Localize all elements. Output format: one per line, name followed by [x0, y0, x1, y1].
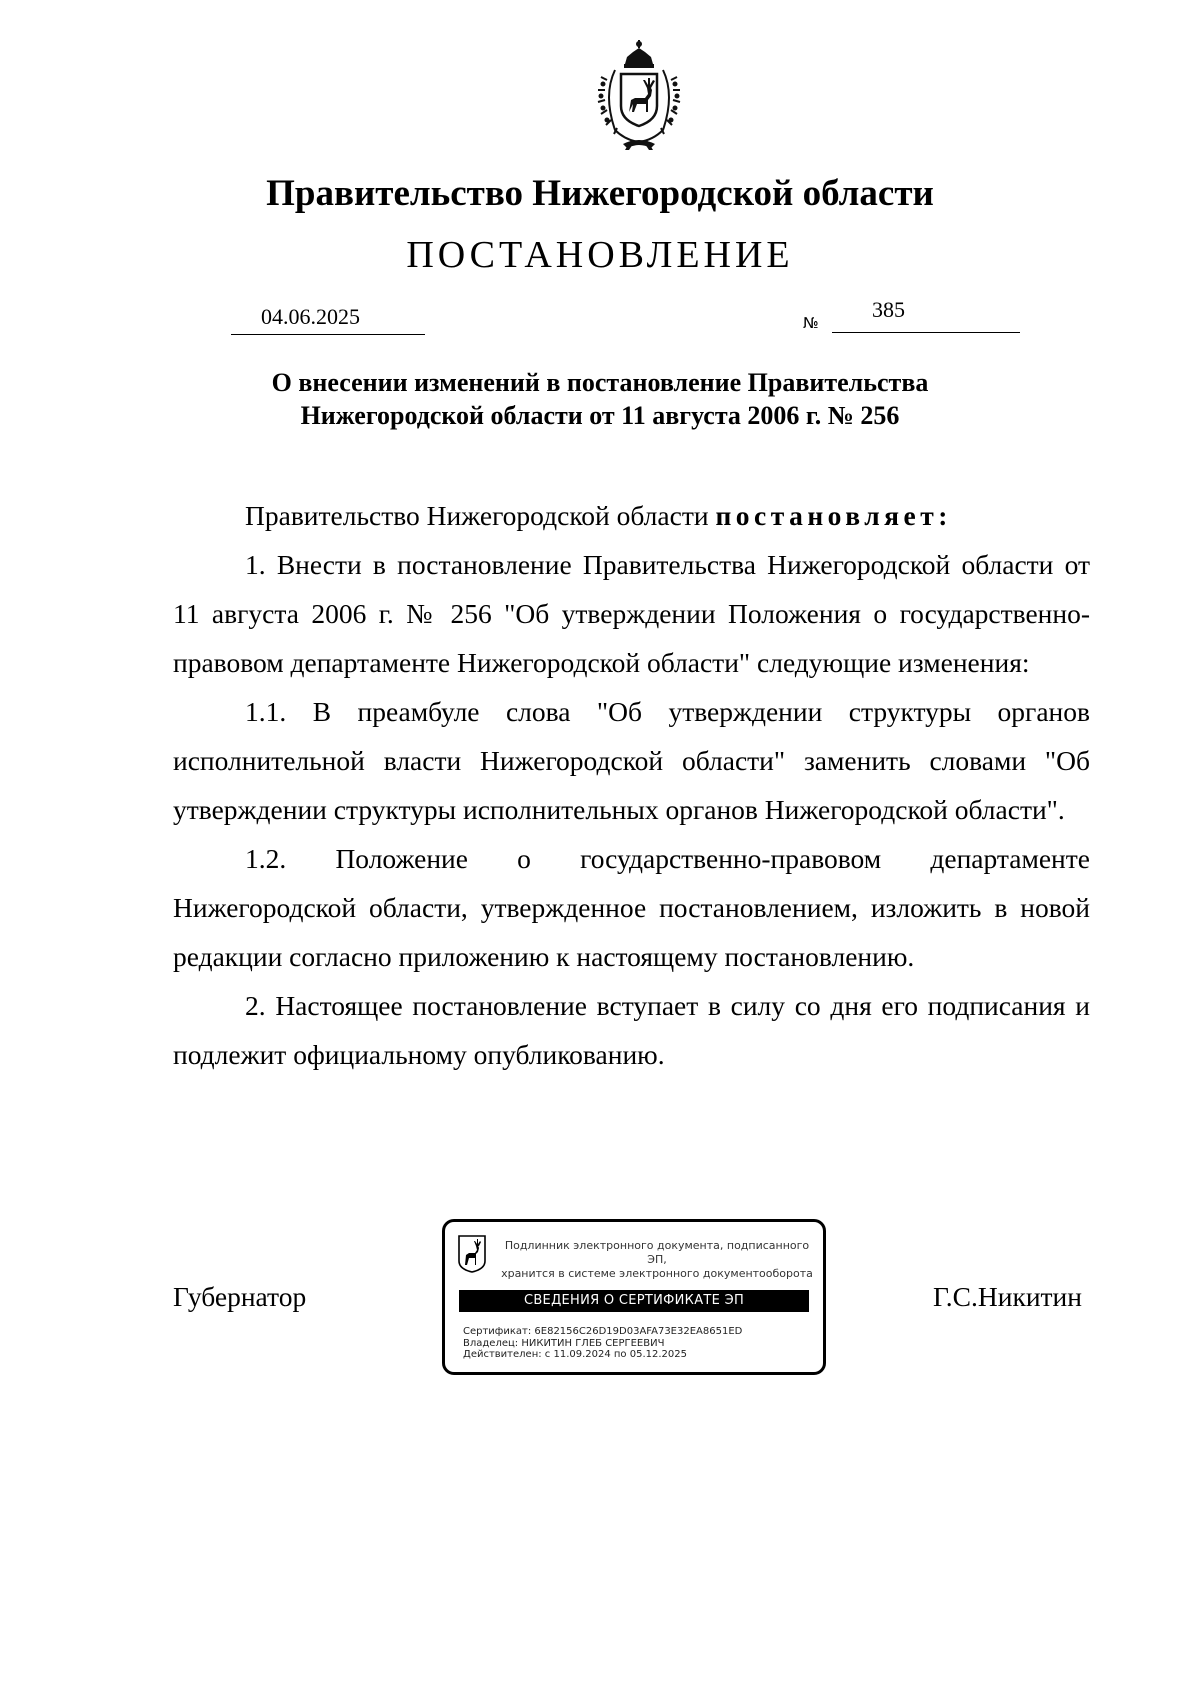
stamp-note-line-1: Подлинник электронного документа, подписанного ЭП, — [504, 1239, 810, 1266]
document-date: 04.06.2025 — [261, 304, 360, 329]
document-type: ПОСТАНОВЛЕНИЕ — [406, 234, 794, 276]
certificate-id: Сертификат: 6E82156C26D19D03AFA73E32EA8651ED — [463, 1326, 743, 1337]
stamp-header: СВЕДЕНИЯ О СЕРТИФИКАТЕ ЭП — [459, 1290, 809, 1312]
number-field — [832, 296, 1020, 333]
organization-title: Правительство Нижегородской области — [266, 173, 934, 214]
paragraph-1-1: 1.1. В преамбуле слова "Об утверждении структуры органов исполнительной власти Нижегородской области" заменить словами "Об утверждении структуры исполнительных органов Нижегородской области". — [173, 696, 1090, 825]
certificate-details — [463, 1326, 813, 1361]
date-field — [231, 302, 425, 335]
document-body — [173, 491, 1090, 1079]
signer-title: Губернатор — [173, 1281, 307, 1312]
document-subject — [0, 366, 1200, 432]
stamp-note — [497, 1239, 817, 1281]
coat-of-arms-emblem — [585, 40, 693, 152]
intro-verb: постановляет: — [715, 500, 952, 531]
paragraph-1-2: 1.2. Положение о государственно-правовом департаменте Нижегородской области, утвержденное постановлением, изложить в новой редакции согласно приложению к настоящему постановлению. — [173, 843, 1090, 972]
signer-name: Г.С.Никитин — [933, 1281, 1082, 1312]
subject-line-2: Нижегородской области от 11 августа 2006 г. № 256 — [300, 401, 900, 430]
paragraph-2: 2. Настоящее постановление вступает в силу со дня его подписания и подлежит официальному опубликованию. — [173, 990, 1090, 1070]
certificate-owner: Владелец: НИКИТИН ГЛЕБ СЕРГЕЕВИЧ — [463, 1337, 665, 1349]
number-sign: № — [803, 314, 819, 332]
intro-prefix: Правительство Нижегородской области — [245, 500, 716, 531]
intro-paragraph — [173, 491, 1090, 540]
stamp-note-line-2: хранится в системе электронного документооборота — [501, 1267, 813, 1280]
electronic-signature-stamp — [442, 1219, 826, 1375]
subject-line-1: О внесении изменений в постановление Правительства — [271, 368, 929, 397]
certificate-validity: Действителен: с 11.09.2024 по 05.12.2025 — [463, 1349, 687, 1360]
emblem-icon — [458, 1235, 486, 1273]
document-number: 385 — [872, 297, 905, 322]
paragraph-1: 1. Внести в постановление Правительства Нижегородской области от 11 августа 2006 г. № 256 "Об утверждении Положения о государственно-правовом департаменте Нижегородской области" следующие изменения: — [173, 549, 1090, 678]
